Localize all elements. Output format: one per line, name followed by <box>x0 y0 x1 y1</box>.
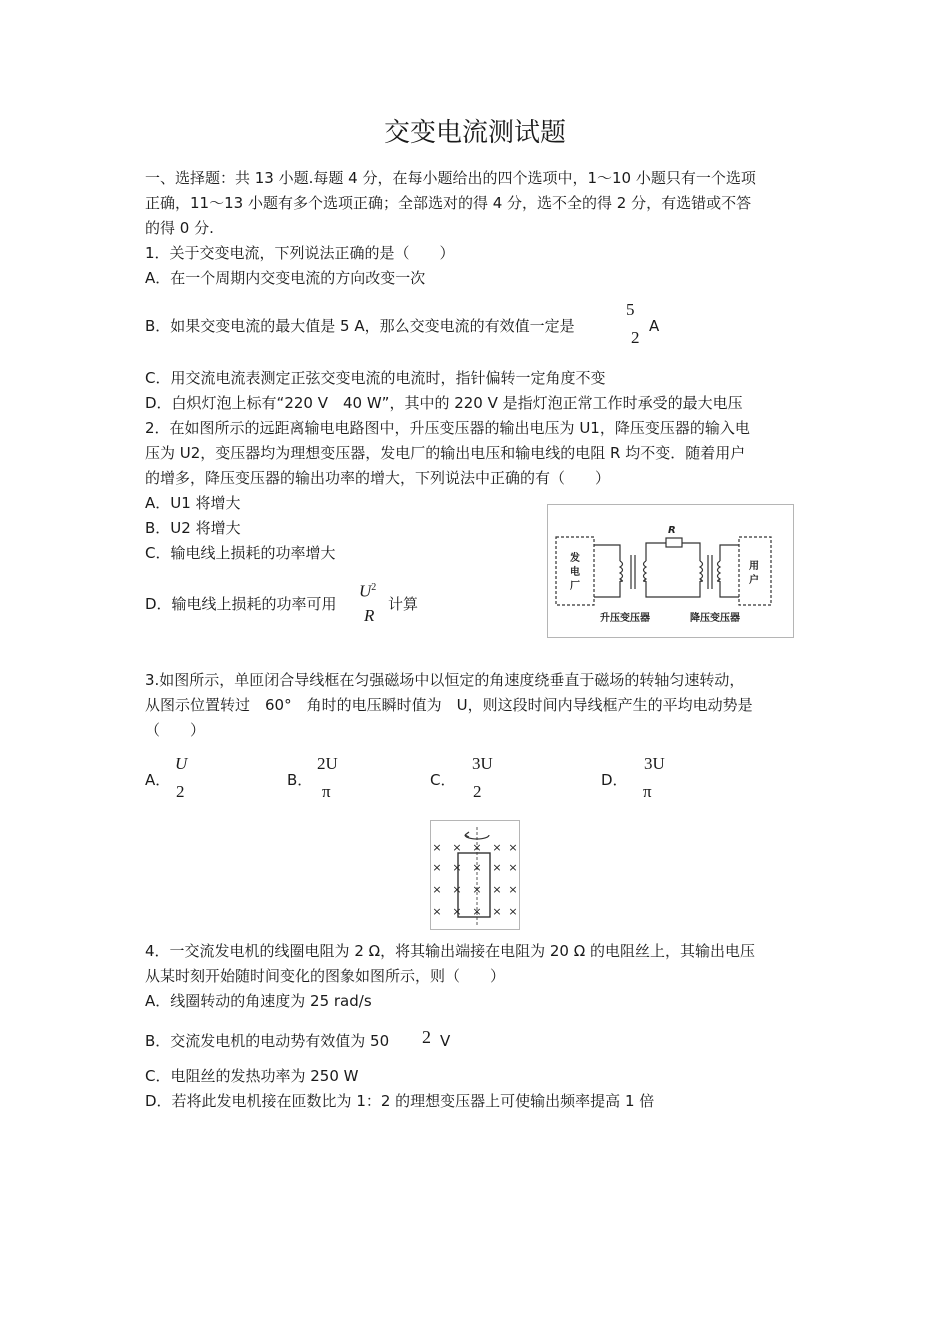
field-cross: × <box>432 861 442 874</box>
field-cross: × <box>492 861 502 874</box>
field-cross: × <box>492 883 502 896</box>
intro-line-3: 的得 0 分. <box>145 219 214 237</box>
field-cross: × <box>492 905 502 918</box>
field-cross: × <box>508 841 518 854</box>
q3-option-d-label: D． <box>601 771 628 789</box>
q3-b-denominator: π <box>322 782 331 801</box>
q3-d-numerator: 3U <box>644 754 665 773</box>
resistor-label: R <box>668 525 676 536</box>
q3-a-denominator: 2 <box>176 782 185 801</box>
q4-stem-2: 从某时刻开始随时间变化的图象如图所示，则（ ） <box>145 967 506 985</box>
field-cross: × <box>508 883 518 896</box>
step-up-label: 升压变压器 <box>600 613 650 624</box>
q2-option-c: C．输电线上损耗的功率增大 <box>145 544 336 562</box>
q1-b-denominator: 2 <box>631 328 640 347</box>
field-cross: × <box>432 883 442 896</box>
magnetic-field-crosses <box>432 841 517 918</box>
field-cross: × <box>472 841 482 854</box>
q2-d-suffix: 计算 <box>388 595 419 613</box>
q2-d-denominator: R <box>364 606 375 625</box>
field-cross: × <box>472 883 482 896</box>
q3-option-b-label: B． <box>287 771 313 789</box>
q3-option-a-label: A． <box>145 771 171 789</box>
q4-b-radicand: 2 <box>422 1027 431 1047</box>
user-char-1: 用 <box>749 561 759 572</box>
q2-option-a: A．U1 将增大 <box>145 494 241 512</box>
q1-b-numerator: 5 <box>626 300 635 319</box>
q3-stem-2: 从图示位置转过 60° 角时的电压瞬时值为 U，则这段时间内导线框产生的平均电动势是 <box>145 696 753 714</box>
field-cross: × <box>472 905 482 918</box>
q3-stem-1: 3.如图所示，单匝闭合导线框在匀强磁场中以恒定的角速度绕垂直于磁场的转轴匀速转动， <box>145 671 745 689</box>
q1-option-d: D．白炽灯泡上标有“220 V 40 W”，其中的 220 V 是指灯泡正常工作时承受的最大电压 <box>145 394 743 412</box>
rotating-loop-figure <box>430 820 520 930</box>
field-cross: × <box>508 905 518 918</box>
q4-option-a: A．线圈转动的角速度为 25 rad/s <box>145 992 372 1010</box>
field-cross: × <box>492 841 502 854</box>
field-cross: × <box>432 905 442 918</box>
q1-option-c: C．用交流电流表测定正弦交变电流的电流时，指针偏转一定角度不变 <box>145 369 606 387</box>
q4-option-d: D．若将此发电机接在匝数比为 1：2 的理想变压器上可使输出频率提高 1 倍 <box>145 1092 655 1110</box>
field-cross: × <box>472 861 482 874</box>
transmission-circuit-figure <box>547 504 794 638</box>
q3-c-denominator: 2 <box>473 782 482 801</box>
page-title: 交变电流测试题 <box>383 118 566 148</box>
q2-stem-3: 的增多，降压变压器的输出功率的增大，下列说法中正确的有（ ） <box>145 469 611 487</box>
q3-a-numerator: U <box>175 754 188 773</box>
intro-line-1: 一、选择题：共 13 小题.每题 4 分，在每小题给出的四个选项中，1～10 小题只有一个选项 <box>145 169 756 187</box>
q4-b-unit: V <box>440 1032 451 1050</box>
plant-char-1: 发 <box>570 553 580 564</box>
field-cross: × <box>432 841 442 854</box>
q3-c-numerator: 3U <box>472 754 493 773</box>
field-cross: × <box>452 841 462 854</box>
q2-stem-2: 压为 U2，变压器均为理想变压器，发电厂的输出电压和输电线的电阻 R 均不变．随着用户 <box>145 444 746 462</box>
field-cross: × <box>452 905 462 918</box>
q1-option-a: A．在一个周期内交变电流的方向改变一次 <box>145 269 426 287</box>
q4-stem-1: 4．一交流发电机的线圈电阻为 2 Ω，将其输出端接在电阻为 20 Ω 的电阻丝上，其输出电压 <box>145 942 755 960</box>
step-down-label: 降压变压器 <box>690 613 740 624</box>
q2-d-numerator: $U^2$ <box>359 581 377 601</box>
field-cross: × <box>452 883 462 896</box>
q3-b-numerator: 2U <box>317 754 338 773</box>
field-cross: × <box>452 861 462 874</box>
q1-stem: 1．关于交变电流，下列说法正确的是（ ） <box>145 244 455 262</box>
plant-char-3: 厂 <box>570 581 580 592</box>
q2-option-d: D．输电线上损耗的功率可用 <box>145 595 337 613</box>
q4-option-b: B．交流发电机的电动势有效值为 50 <box>145 1032 390 1050</box>
q3-stem-3: （ ） <box>145 721 206 739</box>
field-cross: × <box>508 861 518 874</box>
plant-char-2: 电 <box>570 567 580 578</box>
q1-option-b: B．如果交变电流的最大值是 5 A，那么交变电流的有效值一定是 <box>145 317 575 335</box>
q3-d-denominator: π <box>643 782 652 801</box>
intro-line-2: 正确，11～13 小题有多个选项正确；全部选对的得 4 分，选不全的得 2 分，有选错或不答 <box>145 194 752 212</box>
q2-stem-1: 2．在如图所示的远距离输电电路图中，升压变压器的输出电压为 U1，降压变压器的输入电 <box>145 419 750 437</box>
q4-option-c: C．电阻丝的发热功率为 250 W <box>145 1067 359 1085</box>
resistor-r <box>666 538 682 547</box>
q3-option-c-label: C． <box>430 771 456 789</box>
q1-b-unit: A <box>649 317 660 335</box>
q2-option-b: B．U2 将增大 <box>145 519 241 537</box>
user-char-2: 户 <box>749 575 759 586</box>
